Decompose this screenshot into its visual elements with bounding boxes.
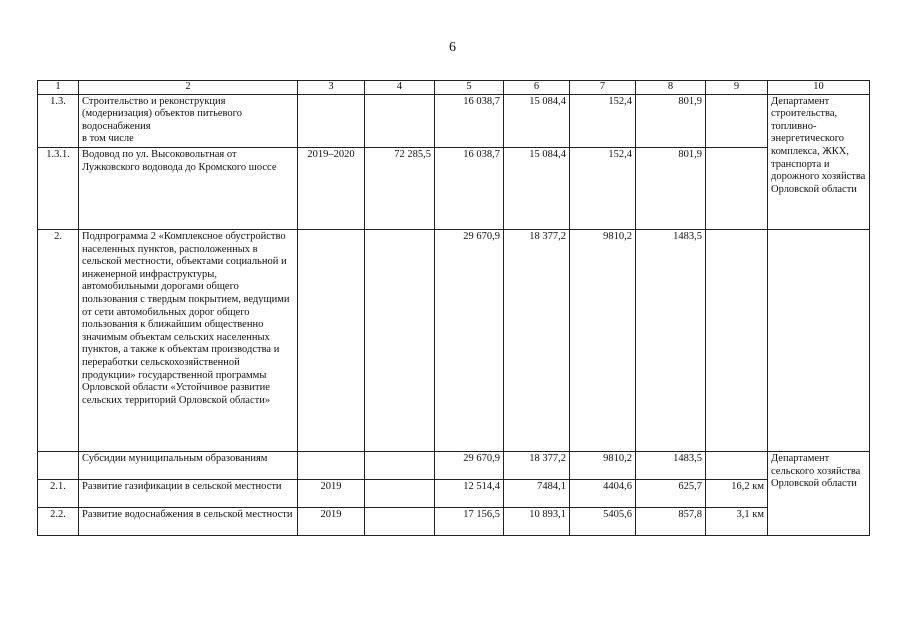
row-name bbox=[79, 94, 298, 147]
table-row bbox=[38, 479, 870, 507]
federal-cell: 15 084,4 bbox=[504, 147, 570, 229]
period-cell: 2019 bbox=[298, 507, 365, 535]
federal-cell: 18 377,2 bbox=[504, 451, 570, 479]
col-num-8: 8 bbox=[636, 81, 706, 95]
regional-cell: 9810,2 bbox=[570, 451, 636, 479]
row-number: 2.2. bbox=[38, 507, 79, 535]
row-number: 1.3. bbox=[38, 94, 79, 147]
responsible-cell bbox=[768, 229, 870, 451]
col-num-7: 7 bbox=[570, 81, 636, 95]
indicator-cell bbox=[706, 147, 768, 229]
col-num-10: 10 bbox=[768, 81, 870, 95]
total-cell: 16 038,7 bbox=[435, 147, 504, 229]
col-num-6: 6 bbox=[504, 81, 570, 95]
federal-cell: 18 377,2 bbox=[504, 229, 570, 451]
table-row bbox=[38, 229, 870, 451]
cost-cell bbox=[365, 451, 435, 479]
row-name-text: Строительство и реконструкция (модернизация) объектов питьевого водоснабжения bbox=[82, 95, 242, 132]
indicator-cell bbox=[706, 94, 768, 147]
cost-cell bbox=[365, 507, 435, 535]
local-cell: 801,9 bbox=[636, 147, 706, 229]
indicator-cell bbox=[706, 451, 768, 479]
total-cell: 29 670,9 bbox=[435, 229, 504, 451]
table-row bbox=[38, 451, 870, 479]
table-row bbox=[38, 507, 870, 535]
row-number: 2. bbox=[38, 229, 79, 451]
row-name: Развитие водоснабжения в сельской местности bbox=[79, 507, 298, 535]
row-name: Субсидии муниципальным образованиям bbox=[79, 451, 298, 479]
federal-cell: 10 893,1 bbox=[504, 507, 570, 535]
indicator-cell: 16,2 км bbox=[706, 479, 768, 507]
table-row bbox=[38, 94, 870, 147]
federal-cell: 15 084,4 bbox=[504, 94, 570, 147]
responsible-dept-agriculture: Департамент сельского хозяйства Орловской области bbox=[768, 451, 870, 535]
local-cell: 857,8 bbox=[636, 507, 706, 535]
local-cell: 1483,5 bbox=[636, 451, 706, 479]
cost-cell bbox=[365, 94, 435, 147]
row-name: Подпрограмма 2 «Комплексное обустройство населенных пунктов, расположенных в сельской местности, объектами социальной и инженерной инфраструктуры, автомобильными дорогами общего пользования с твердым покрытием, ведущими от сети автомобильных дорог общего пользования к ближайшим общественно значимым объектам сельских населенных пунктов, а также к объектам производства и переработки сельскохозяйственной продукции» государственной программы Орловской области «Устойчивое развитие сельских территорий Орловской области» bbox=[79, 229, 298, 451]
cost-cell bbox=[365, 479, 435, 507]
regional-cell: 152,4 bbox=[570, 147, 636, 229]
table-row bbox=[38, 147, 870, 229]
total-cell: 17 156,5 bbox=[435, 507, 504, 535]
row-number bbox=[38, 451, 79, 479]
regional-cell: 4404,6 bbox=[570, 479, 636, 507]
period-cell: 2019 bbox=[298, 479, 365, 507]
col-num-9: 9 bbox=[706, 81, 768, 95]
local-cell: 1483,5 bbox=[636, 229, 706, 451]
row-number: 2.1. bbox=[38, 479, 79, 507]
indicator-cell bbox=[706, 229, 768, 451]
period-cell bbox=[298, 94, 365, 147]
federal-cell: 7484,1 bbox=[504, 479, 570, 507]
total-cell: 16 038,7 bbox=[435, 94, 504, 147]
cost-cell: 72 285,5 bbox=[365, 147, 435, 229]
local-cell: 801,9 bbox=[636, 94, 706, 147]
regional-cell: 9810,2 bbox=[570, 229, 636, 451]
period-cell bbox=[298, 451, 365, 479]
col-num-3: 3 bbox=[298, 81, 365, 95]
regional-cell: 152,4 bbox=[570, 94, 636, 147]
indicator-cell: 3,1 км bbox=[706, 507, 768, 535]
col-num-1: 1 bbox=[38, 81, 79, 95]
row-name: Развитие газификации в сельской местности bbox=[79, 479, 298, 507]
page-number: 6 bbox=[449, 40, 456, 55]
total-cell: 12 514,4 bbox=[435, 479, 504, 507]
row-number: 1.3.1. bbox=[38, 147, 79, 229]
including-label: в том числе bbox=[82, 133, 134, 145]
period-cell bbox=[298, 229, 365, 451]
period-cell: 2019–2020 bbox=[298, 147, 365, 229]
program-table bbox=[37, 80, 870, 536]
total-cell: 29 670,9 bbox=[435, 451, 504, 479]
cost-cell bbox=[365, 229, 435, 451]
col-num-5: 5 bbox=[435, 81, 504, 95]
column-number-row bbox=[38, 81, 870, 95]
col-num-2: 2 bbox=[79, 81, 298, 95]
local-cell: 625,7 bbox=[636, 479, 706, 507]
row-name: Водовод по ул. Высоковольтная от Лужковского водовода до Кромского шоссе bbox=[79, 147, 298, 229]
col-num-4: 4 bbox=[365, 81, 435, 95]
regional-cell: 5405,6 bbox=[570, 507, 636, 535]
responsible-dept-construction: Департамент строительства, топливно-энергетического комплекса, ЖКХ, транспорта и дорожного хозяйства Орловской области bbox=[768, 94, 870, 229]
